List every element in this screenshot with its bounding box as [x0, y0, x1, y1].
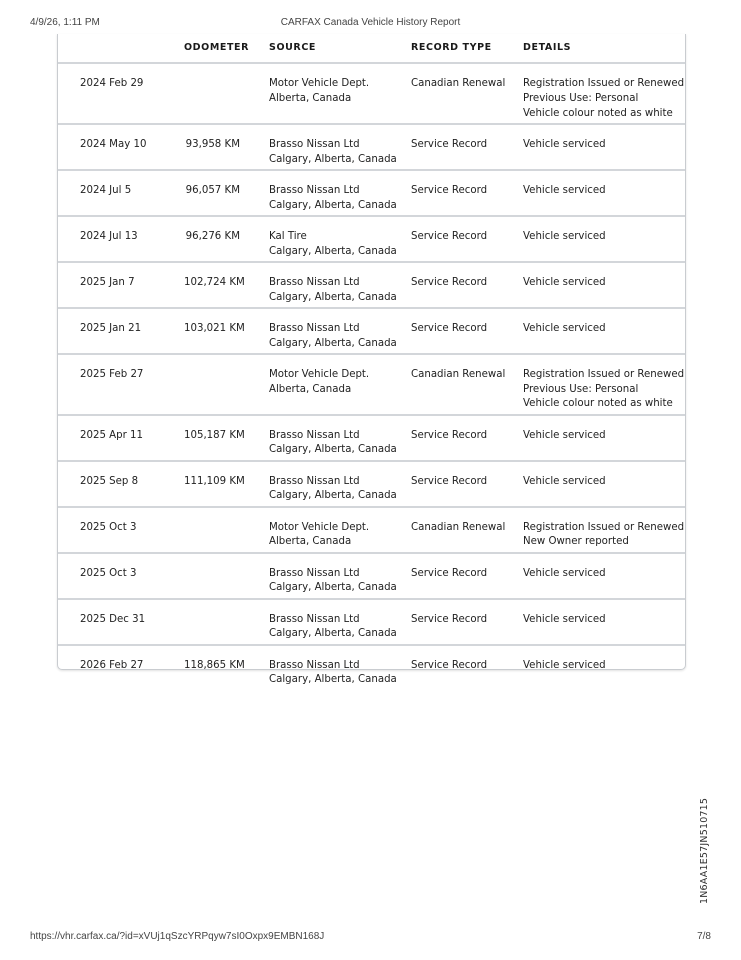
cell-details	[523, 230, 606, 245]
cell-date: 2025 Jan 7	[80, 276, 135, 288]
cell-odometer: 96,057 KM	[185, 184, 240, 196]
cell-source-line: Brasso Nissan Ltd	[269, 613, 360, 625]
cell-details-line: Vehicle serviced	[523, 613, 606, 625]
cell-details-line: Vehicle serviced	[523, 276, 606, 288]
cell-source-line: Brasso Nissan Ltd	[269, 567, 360, 579]
cell-source-line: Calgary, Alberta, Canada	[269, 153, 397, 165]
cell-source-line: Calgary, Alberta, Canada	[269, 291, 397, 303]
cell-details	[523, 429, 606, 444]
cell-details	[523, 521, 684, 551]
cell-source-line: Brasso Nissan Ltd	[269, 184, 360, 196]
cell-date: 2024 Jul 5	[80, 184, 132, 196]
table-row	[58, 215, 685, 261]
cell-details	[523, 138, 606, 153]
cell-details	[523, 475, 606, 490]
cell-details-line: Registration Issued or Renewed	[523, 521, 685, 533]
cell-record-type: Service Record	[411, 138, 488, 150]
cell-source-line: Calgary, Alberta, Canada	[269, 444, 397, 456]
cell-source-line: Calgary, Alberta, Canada	[269, 245, 397, 257]
cell-details-line: Vehicle serviced	[523, 322, 606, 334]
cell-date: 2025 Oct 3	[80, 521, 137, 533]
cell-source-line: Calgary, Alberta, Canada	[269, 628, 397, 640]
cell-record-type: Service Record	[411, 230, 488, 242]
cell-details-line: New Owner reported	[523, 536, 629, 548]
cell-source	[269, 368, 369, 398]
cell-details-line: Registration Issued or Renewed	[523, 78, 685, 89]
cell-details-line: Vehicle serviced	[523, 230, 606, 242]
cell-source-line: Brasso Nissan Ltd	[269, 276, 360, 288]
cell-details	[523, 276, 606, 291]
cell-date: 2026 Feb 27	[80, 659, 144, 671]
cell-details-line: Vehicle colour noted as white	[523, 107, 673, 119]
cell-source	[269, 475, 397, 505]
page-number: 7/8	[697, 931, 711, 942]
table-row	[58, 598, 685, 644]
table-row	[58, 169, 685, 215]
cell-details	[523, 659, 606, 674]
cell-record-type: Service Record	[411, 475, 488, 487]
table-header-row	[58, 34, 685, 62]
cell-odometer: 93,958 KM	[185, 138, 240, 150]
cell-date: 2025 Oct 3	[80, 567, 137, 579]
cell-source-line: Calgary, Alberta, Canada	[269, 674, 397, 686]
cell-source	[269, 184, 397, 214]
cell-source	[269, 77, 369, 107]
column-header-source: SOURCE	[269, 42, 317, 53]
print-header	[30, 17, 711, 31]
column-header-odometer: ODOMETER	[184, 42, 250, 53]
cell-details-line: Vehicle serviced	[523, 567, 606, 579]
cell-details-line: Previous Use: Personal	[523, 383, 639, 395]
cell-odometer: 96,276 KM	[185, 230, 240, 242]
table-row	[58, 552, 685, 598]
cell-details-line: Vehicle serviced	[523, 475, 606, 487]
column-header-record-type: RECORD TYPE	[411, 42, 492, 53]
cell-source-line: Alberta, Canada	[269, 92, 352, 104]
cell-source	[269, 138, 397, 168]
table-row	[58, 307, 685, 353]
table-row	[58, 353, 685, 414]
column-header-details: DETAILS	[523, 42, 572, 53]
cell-details-line: Vehicle serviced	[523, 138, 606, 150]
cell-date: 2025 Sep 8	[80, 475, 139, 487]
cell-source	[269, 322, 397, 352]
cell-odometer: 118,865 KM	[184, 659, 245, 671]
cell-record-type: Service Record	[411, 184, 488, 196]
cell-source	[269, 230, 397, 260]
cell-date: 2025 Jan 21	[80, 322, 142, 334]
cell-source	[269, 276, 397, 306]
cell-details-line: Registration Issued or Renewed	[523, 368, 685, 380]
table-row	[58, 123, 685, 169]
cell-record-type: Service Record	[411, 429, 488, 441]
table-row	[58, 506, 685, 552]
cell-source-line: Brasso Nissan Ltd	[269, 429, 360, 441]
cell-details-line: Vehicle colour noted as white	[523, 398, 673, 410]
cell-date: 2025 Feb 27	[80, 368, 144, 380]
cell-source	[269, 659, 397, 689]
cell-details	[523, 368, 684, 412]
table-row	[58, 414, 685, 460]
cell-record-type: Service Record	[411, 322, 488, 334]
cell-date: 2024 Jul 13	[80, 230, 138, 242]
cell-odometer: 103,021 KM	[184, 322, 245, 334]
cell-details	[523, 613, 606, 628]
print-datetime: 4/9/26, 1:11 PM	[30, 17, 100, 28]
cell-source-line: Motor Vehicle Dept.	[269, 521, 370, 533]
cell-odometer: 105,187 KM	[184, 429, 245, 441]
cell-record-type: Service Record	[411, 659, 488, 671]
cell-record-type: Service Record	[411, 276, 488, 288]
cell-record-type: Canadian Renewal	[411, 78, 506, 89]
cell-details-line: Vehicle serviced	[523, 184, 606, 196]
print-footer	[30, 931, 711, 945]
table-row	[58, 644, 685, 690]
cell-source-line: Calgary, Alberta, Canada	[269, 490, 397, 502]
cell-source	[269, 429, 397, 459]
cell-source-line: Brasso Nissan Ltd	[269, 138, 360, 150]
cell-details-line: Vehicle serviced	[523, 429, 606, 441]
cell-record-type: Canadian Renewal	[411, 368, 506, 380]
cell-date: 2025 Dec 31	[80, 613, 146, 625]
print-url: https://vhr.carfax.ca/?id=xVUj1qSzcYRPqyw7sI0Oxpx9EMBN168J	[30, 931, 325, 942]
cell-details	[523, 322, 606, 337]
cell-details-line: Vehicle serviced	[523, 659, 606, 671]
cell-record-type: Service Record	[411, 567, 488, 579]
cell-odometer: 111,109 KM	[184, 475, 245, 487]
vin-number: 1N6AA1E57JN510715	[699, 797, 710, 904]
cell-source-line: Brasso Nissan Ltd	[269, 659, 360, 671]
cell-source-line: Motor Vehicle Dept.	[269, 78, 370, 89]
table-body	[58, 62, 685, 690]
table-row	[58, 62, 685, 123]
cell-source	[269, 613, 397, 643]
cell-source-line: Motor Vehicle Dept.	[269, 368, 370, 380]
cell-source-line: Alberta, Canada	[269, 536, 352, 548]
cell-source-line: Calgary, Alberta, Canada	[269, 582, 397, 594]
cell-odometer: 102,724 KM	[184, 276, 245, 288]
cell-source-line: Kal Tire	[269, 230, 307, 242]
table-row	[58, 460, 685, 506]
vehicle-history-table	[57, 34, 686, 686]
cell-date: 2024 May 10	[80, 138, 147, 150]
cell-date: 2025 Apr 11	[80, 429, 143, 441]
cell-details	[523, 567, 606, 582]
cell-date: 2024 Feb 29	[80, 78, 144, 89]
cell-source	[269, 567, 397, 597]
table-row	[58, 261, 685, 307]
cell-details	[523, 184, 606, 199]
cell-source-line: Calgary, Alberta, Canada	[269, 337, 397, 349]
print-document-title: CARFAX Canada Vehicle History Report	[280, 17, 461, 28]
cell-source-line: Alberta, Canada	[269, 383, 352, 395]
cell-record-type: Service Record	[411, 613, 488, 625]
cell-source-line: Brasso Nissan Ltd	[269, 322, 360, 334]
cell-details	[523, 77, 684, 121]
cell-source-line: Brasso Nissan Ltd	[269, 475, 360, 487]
cell-record-type: Canadian Renewal	[411, 521, 506, 533]
cell-source-line: Calgary, Alberta, Canada	[269, 199, 397, 211]
cell-source	[269, 521, 369, 551]
cell-details-line: Previous Use: Personal	[523, 92, 639, 104]
